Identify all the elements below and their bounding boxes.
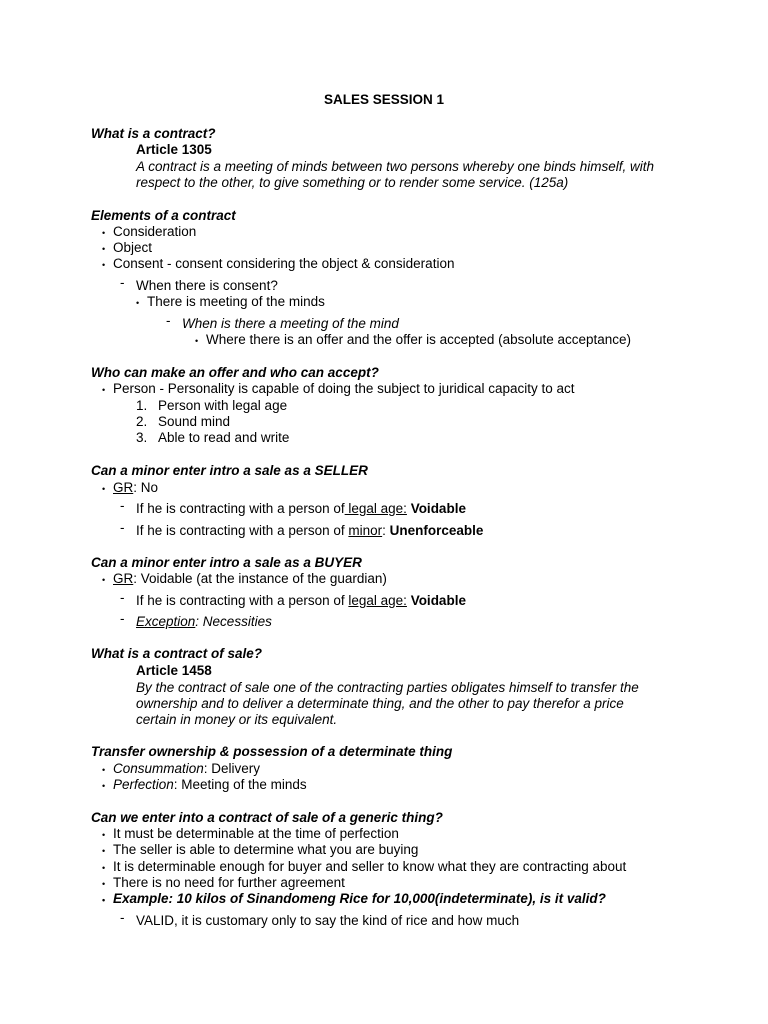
underlined-text: legal age: <box>348 593 407 608</box>
list-number: 1. <box>136 398 148 413</box>
text-run: : <box>382 523 390 538</box>
list-item: Consideration <box>113 224 197 239</box>
list-item <box>113 761 260 777</box>
bold-text: Voidable <box>406 501 466 516</box>
dash-icon: - <box>120 275 125 290</box>
list-item <box>113 777 307 793</box>
gr-text: : No <box>133 480 159 495</box>
heading-transfer-ownership: Transfer ownership & possession of a determinate thing <box>91 744 453 759</box>
list-item <box>136 593 466 609</box>
article-1458-text-line2: ownership and to deliver a determinate thing, and the other to pay therefor a price <box>136 696 624 711</box>
list-item <box>113 571 387 587</box>
gr-text: : Voidable (at the instance of the guardian) <box>133 571 387 586</box>
list-item: There is meeting of the minds <box>147 294 325 309</box>
article-1458-text-line3: certain in money or its equivalent. <box>136 712 338 727</box>
list-item: When there is consent? <box>136 278 278 293</box>
list-item: When is there a meeting of the mind <box>182 316 399 331</box>
list-item: VALID, it is customary only to say the kind of rice and how much <box>136 913 520 928</box>
heading-elements-of-contract: Elements of a contract <box>91 208 236 223</box>
list-item: Where there is an offer and the offer is accepted (absolute acceptance) <box>206 332 632 347</box>
bullet-icon: • <box>102 244 106 254</box>
dash-icon: - <box>166 313 171 328</box>
gr-abbrev: GR <box>113 571 134 586</box>
list-item: Sound mind <box>158 414 231 429</box>
text-run: If he is contracting with a person of <box>136 523 349 538</box>
list-item: It is determinable enough for buyer and seller to know what they are contracting about <box>113 859 627 874</box>
dash-icon: - <box>120 611 125 626</box>
bullet-icon: • <box>102 385 106 395</box>
italic-text: Perfection <box>113 777 174 792</box>
underlined-text: minor <box>348 523 383 538</box>
list-item <box>136 614 272 630</box>
list-item: Object <box>113 240 153 255</box>
dash-icon: - <box>120 910 125 925</box>
article-1458-label: Article 1458 <box>136 663 212 678</box>
bullet-icon: • <box>195 336 199 346</box>
list-item: The seller is able to determine what you are buying <box>113 842 419 857</box>
bullet-icon: • <box>102 830 106 840</box>
article-1305-label: Article 1305 <box>136 142 212 157</box>
list-item: There is no need for further agreement <box>113 875 345 890</box>
bold-text: Voidable <box>406 593 466 608</box>
text-run: : Delivery <box>203 761 261 776</box>
text-run: If he is contracting with a person of <box>136 593 349 608</box>
article-1305-text-line2: respect to the other, to give something or to render some service. (125a) <box>136 175 569 190</box>
dash-icon: - <box>120 590 125 605</box>
underlined-text: Exception <box>136 614 196 629</box>
list-number: 2. <box>136 414 148 429</box>
heading-contract-of-sale: What is a contract of sale? <box>91 646 263 661</box>
bullet-icon: • <box>102 846 106 856</box>
bullet-icon: • <box>102 895 106 905</box>
list-item <box>136 523 483 539</box>
document-title: SALES SESSION 1 <box>323 92 445 107</box>
list-item: It must be determinable at the time of perfection <box>113 826 399 841</box>
list-item: Person with legal age <box>158 398 288 413</box>
list-item: Able to read and write <box>158 430 290 445</box>
bullet-icon: • <box>102 863 106 873</box>
underlined-text: legal age: <box>344 501 407 516</box>
bold-text: Unenforceable <box>389 523 484 538</box>
list-number: 3. <box>136 430 148 445</box>
gr-abbrev: GR <box>113 480 134 495</box>
bullet-icon: • <box>102 484 106 494</box>
bullet-icon: • <box>102 765 106 775</box>
text-run: If he is contracting with a person of <box>136 501 345 516</box>
heading-what-is-contract: What is a contract? <box>91 126 216 141</box>
article-1458-text-line1: By the contract of sale one of the contracting parties obligates himself to transfer the <box>136 680 639 695</box>
list-item <box>113 480 158 496</box>
heading-who-can-offer: Who can make an offer and who can accept? <box>91 365 379 380</box>
bullet-icon: • <box>136 298 140 308</box>
text-run: : Meeting of the minds <box>173 777 307 792</box>
list-item-example: Example: 10 kilos of Sinandomeng Rice for 10,000(indeterminate), is it valid? <box>113 891 606 906</box>
heading-minor-buyer: Can a minor enter intro a sale as a BUYER <box>91 555 362 570</box>
list-item <box>136 501 466 517</box>
bullet-icon: • <box>102 781 106 791</box>
bullet-icon: • <box>102 879 106 889</box>
list-item: Person - Personality is capable of doing the subject to juridical capacity to act <box>113 381 575 396</box>
bullet-icon: • <box>102 228 106 238</box>
bullet-icon: • <box>102 260 106 270</box>
text-run: : Necessities <box>195 614 272 629</box>
heading-generic-thing: Can we enter into a contract of sale of a generic thing? <box>91 810 443 825</box>
heading-minor-seller: Can a minor enter intro a sale as a SELLER <box>91 463 368 478</box>
article-1305-text-line1: A contract is a meeting of minds between two persons whereby one binds himself, with <box>136 159 655 174</box>
italic-text: Consummation <box>113 761 204 776</box>
dash-icon: - <box>120 498 125 513</box>
dash-icon: - <box>120 520 125 535</box>
list-item: Consent - consent considering the object & consideration <box>113 256 455 271</box>
bullet-icon: • <box>102 575 106 585</box>
